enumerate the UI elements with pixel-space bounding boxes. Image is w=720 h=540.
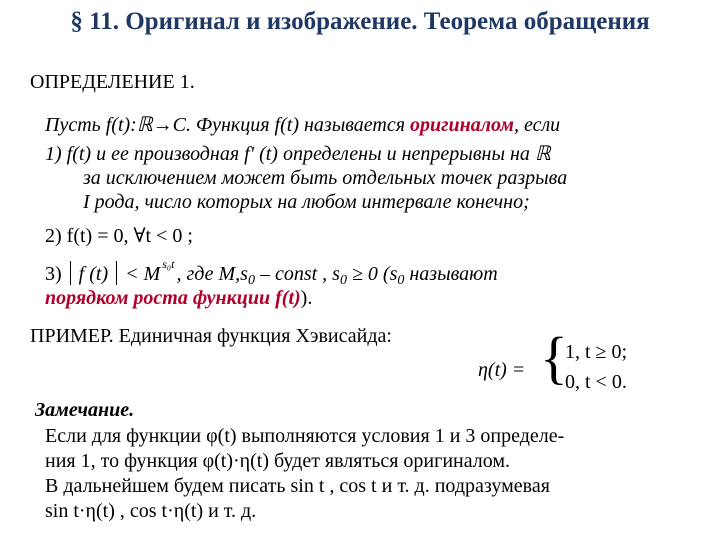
condition-3-rest-a: , где M,s [176,263,248,285]
condition-3-rest-c: ≥ 0 (s [346,263,398,285]
condition-3-rest-b: – const , s [254,263,340,285]
condition-3-line-2 [45,286,312,310]
heaviside-lhs: η(t) = [478,359,526,381]
slide-title: § 11. Оригинал и изображение. Теорема обращения [70,8,650,35]
growth-exponent: s₀t [162,257,175,271]
left-brace-icon: { [540,325,568,390]
remark-line-1: Если для функции φ(t) выполняются условия 1 и 3 определе- [45,425,565,447]
condition-3-lt-m: < M [125,263,161,285]
example-text: ПРИМЕР. Единичная функция Хэвисайда: [30,325,392,347]
remark-line-4: sin t·η(t) , cos t·η(t) и т. д. [45,500,257,522]
condition-3-abs-f: f (t) [73,263,114,285]
definition-line-1 [45,113,560,137]
abs-bar-left [70,261,71,285]
remark-heading: Замечание. [35,399,135,421]
heaviside-case-2: 0, t < 0. [565,371,627,393]
heaviside-case-1: 1, t ≥ 0; [565,341,628,363]
condition-1-line-3: I рода, число которых на любом интервале конечно; [83,191,530,213]
condition-1-line-2: за исключением может быть отдельных точек разрыва [83,167,568,189]
definition-heading: ОПРЕДЕЛЕНИЕ 1. [30,71,195,93]
condition-3-number: 3) [45,263,62,285]
definition-line-1-suffix: , если [513,114,561,136]
condition-3-rest-d: называют [404,263,498,285]
abs-bar-right [116,261,117,285]
remark-line-2: ния 1, то функция φ(t)·η(t) будет являться оригиналом. [45,450,511,472]
condition-3-line-2-end: ). [300,287,313,309]
subscript-0-c: 0 [397,273,405,288]
term-original: оригиналом [410,114,514,136]
term-growth-order: порядком роста функции f(t) [45,287,301,309]
subscript-0-a: 0 [247,273,255,288]
subscript-0-b: 0 [339,273,347,288]
condition-2: 2) f(t) = 0, ∀t < 0 ; [45,225,193,247]
condition-1-line-1: 1) f(t) и ее производная f′ (t) определены и непрерывны на ℝ [45,143,551,165]
definition-line-1-prefix: Пусть f(t):ℝ→C. Функция f(t) называется [45,114,411,136]
remark-line-3: В дальнейшем будем писать sin t , cos t и т. д. подразумевая [45,475,550,497]
